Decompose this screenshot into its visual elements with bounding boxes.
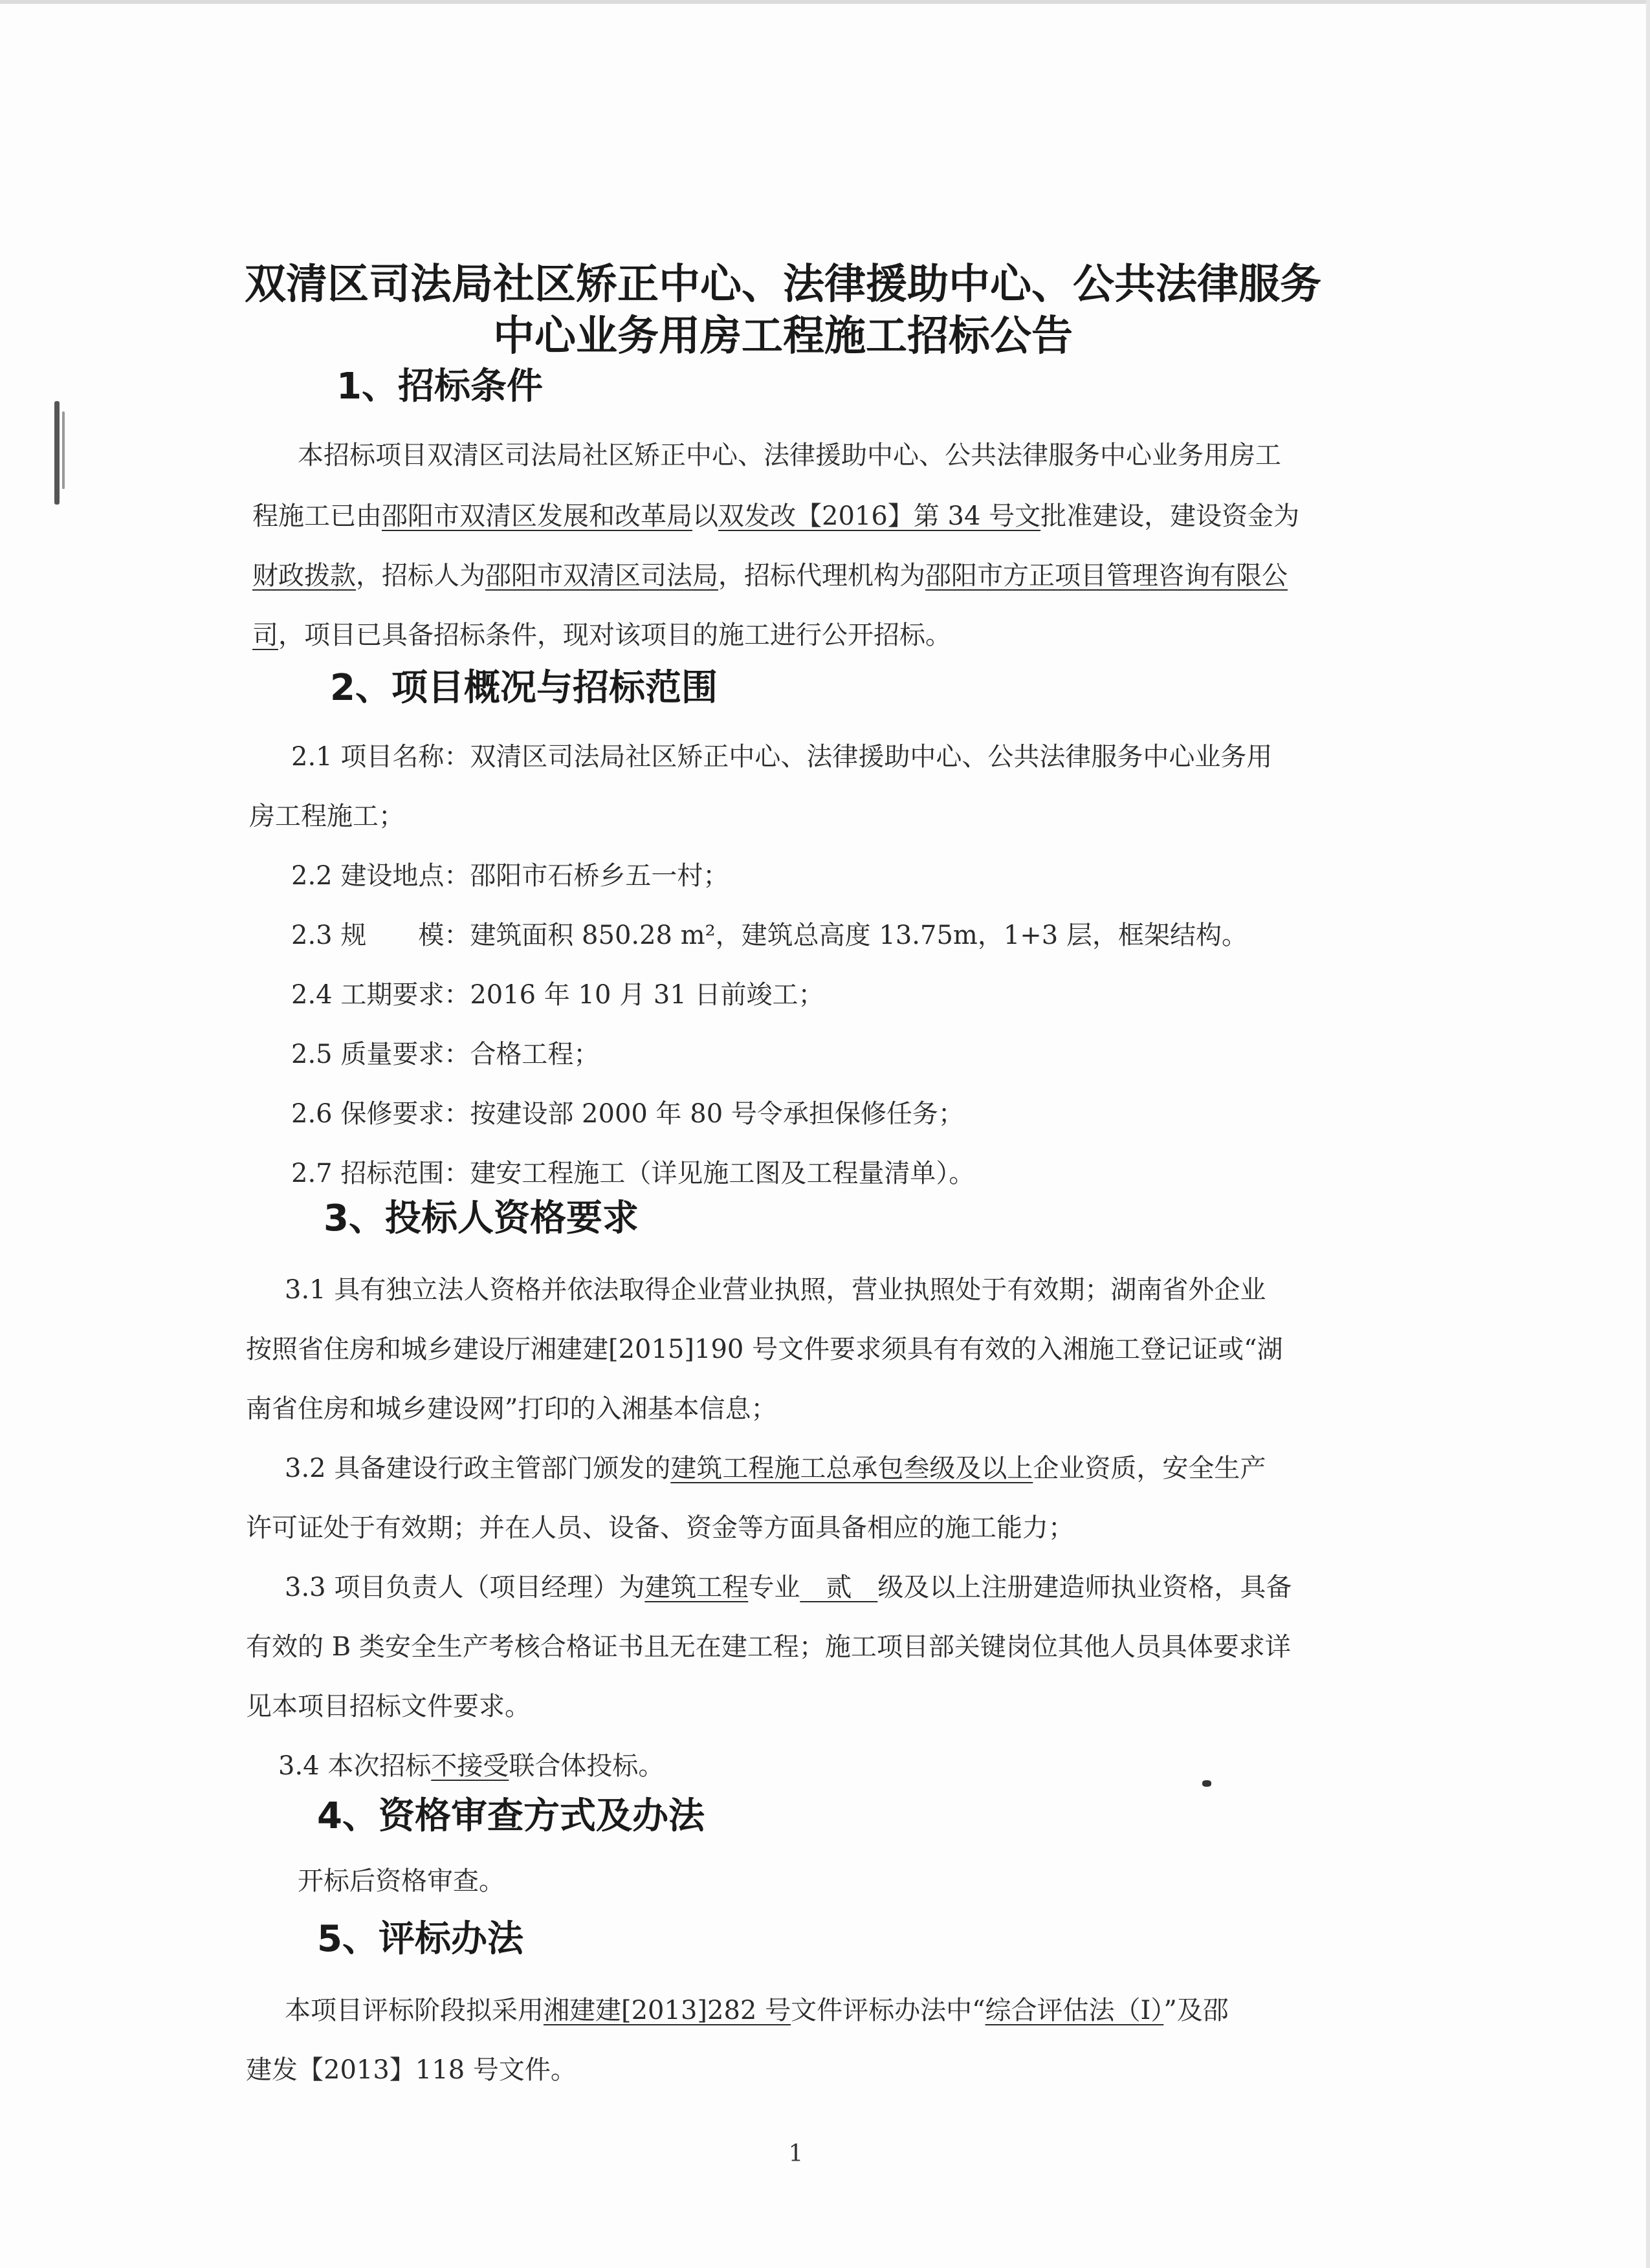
- section-1-heading: 1、招标条件: [336, 365, 543, 408]
- section-5-line-2: 建发【2013】118 号文件。: [246, 2055, 577, 2085]
- section-3-item-1-line-2: 按照省住房和城乡建设厅湘建建[2015]190 号文件要求须具有有效的入湘施工登记证或“湖: [246, 1335, 1283, 1364]
- section-2-item-1-line-2: 房工程施工；: [249, 801, 404, 831]
- section-3-item-3-line-2: 有效的 B 类安全生产考核合格证书且无在建工程；施工项目部关键岗位其他人员具体要求详: [246, 1632, 1291, 1662]
- scan-edge-right: [1646, 0, 1650, 2268]
- scan-edge-top: [0, 0, 1650, 4]
- section-2-heading: 2、项目概况与招标范围: [330, 667, 718, 709]
- section-2-item-7: 2.7 招标范围：建安工程施工（详见施工图及工程量清单）。: [291, 1159, 975, 1188]
- section-3-item-1-line-1: 3.1 具有独立法人资格并依法取得企业营业执照，营业执照处于有效期；湖南省外企业: [285, 1275, 1266, 1305]
- section-3-item-2-line-1: 3.2 具备建设行政主管部门颁发的建筑工程施工总承包叁级及以上企业资质，安全生产: [285, 1454, 1266, 1483]
- document-title-line-2: 中心业务用房工程施工招标公告: [493, 312, 1073, 360]
- section-2-item-2: 2.2 建设地点：邵阳市石桥乡五一村；: [291, 861, 729, 891]
- section-2-item-5: 2.5 质量要求：合格工程；: [291, 1040, 600, 1069]
- section-1-line-3: 财政拨款，招标人为邵阳市双清区司法局，招标代理机构为邵阳市方正项目管理咨询有限公: [252, 561, 1288, 591]
- section-3-item-2-line-2: 许可证处于有效期；并在人员、设备、资金等方面具备相应的施工能力；: [246, 1513, 1074, 1543]
- section-5-heading: 5、评标办法: [317, 1918, 523, 1960]
- section-3-heading: 3、投标人资格要求: [324, 1197, 639, 1239]
- section-3-item-3-line-1: 3.3 项目负责人（项目经理）为建筑工程专业 贰 级及以上注册建造师执业资格，具备: [285, 1573, 1292, 1602]
- scan-speck: [1202, 1780, 1211, 1787]
- staple-shadow: [62, 411, 65, 489]
- section-5-line-1: 本项目评标阶段拟采用湘建建[2013]282 号文件评标办法中“综合评估法（Ⅰ）”及邵: [285, 1996, 1229, 2025]
- page-number: 1: [788, 2141, 804, 2167]
- section-2-item-6: 2.6 保修要求：按建设部 2000 年 80 号令承担保修任务；: [291, 1099, 964, 1129]
- section-4-heading: 4、资格审查方式及办法: [317, 1795, 705, 1837]
- section-1-line-2: 程施工已由邵阳市双清区发展和改革局以双发改【2016】第 34 号文批准建设，建设资金为: [252, 501, 1300, 531]
- section-1-line-1: 本招标项目双清区司法局社区矫正中心、法律援助中心、公共法律服务中心业务用房工: [298, 441, 1281, 470]
- section-3-item-3-line-3: 见本项目招标文件要求。: [246, 1692, 531, 1721]
- section-2-item-4: 2.4 工期要求：2016 年 10 月 31 日前竣工；: [291, 980, 824, 1010]
- section-2-item-1-line-1: 2.1 项目名称：双清区司法局社区矫正中心、法律援助中心、公共法律服务中心业务用: [291, 742, 1273, 772]
- section-2-item-3: 2.3 规 模：建筑面积 850.28 m²，建筑总高度 13.75m，1+3 层，框架结构。: [291, 921, 1248, 950]
- staple-mark: [54, 401, 60, 505]
- document-title-line-1: 双清区司法局社区矫正中心、法律援助中心、公共法律服务: [245, 261, 1321, 309]
- section-3-item-1-line-3: 南省住房和城乡建设网”打印的入湘基本信息；: [246, 1394, 777, 1424]
- section-1-line-4: 司，项目已具备招标条件，现对该项目的施工进行公开招标。: [252, 620, 951, 650]
- section-4-text: 开标后资格审查。: [298, 1866, 505, 1896]
- section-3-item-4: 3.4 本次招标不接受联合体投标。: [278, 1751, 665, 1781]
